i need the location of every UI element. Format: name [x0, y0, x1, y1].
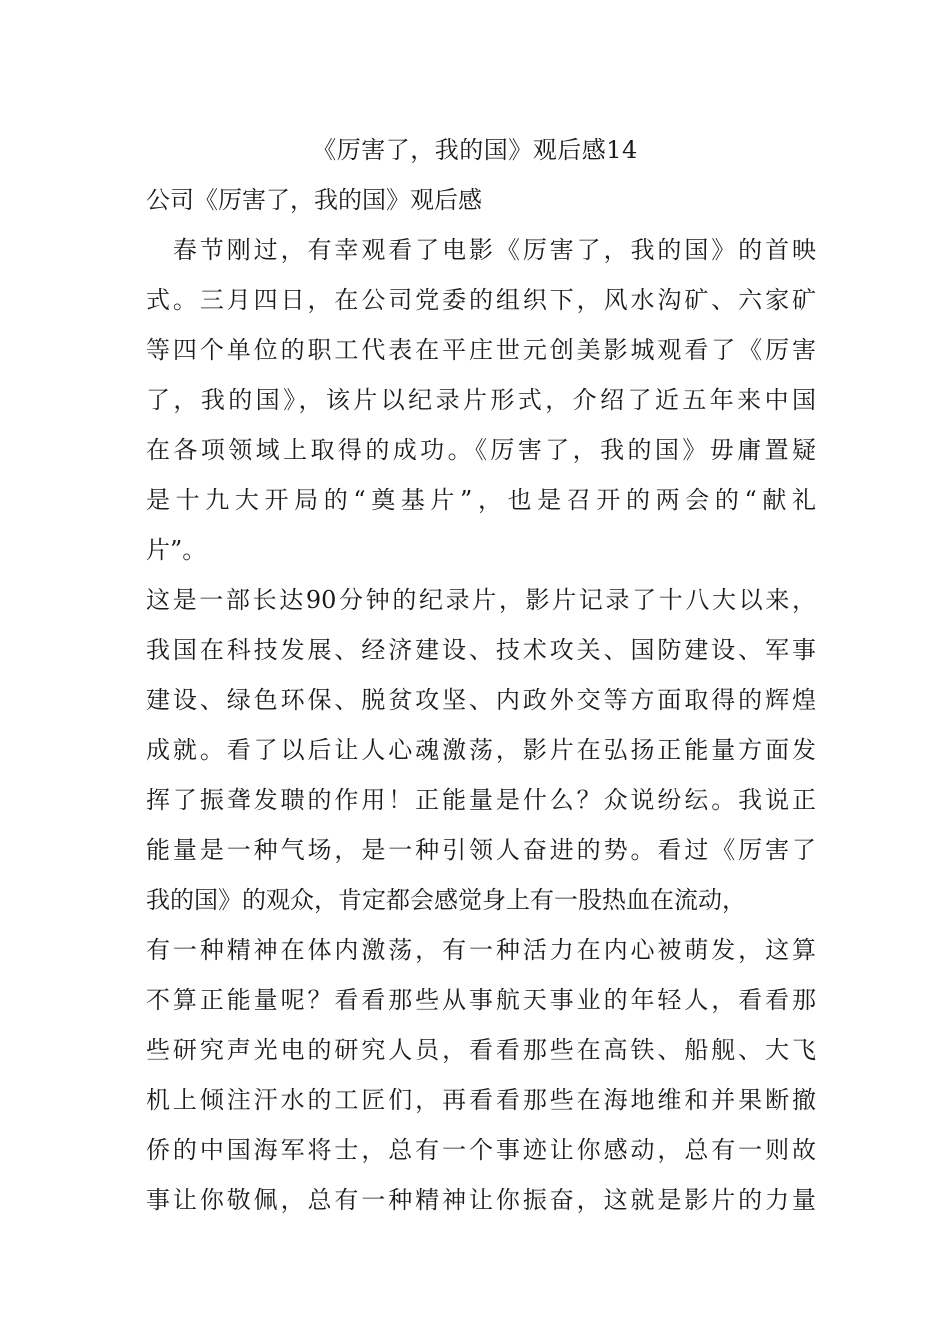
text-line: 能量是一种气场，是一种引领人奋进的势。看过《厉害了 — [146, 836, 816, 864]
text-line: 侨的中国海军将士，总有一个事迹让你感动，总有一则故 — [146, 1136, 816, 1164]
text-line: 成就。看了以后让人心魂激荡，影片在弘扬正能量方面发 — [146, 736, 816, 764]
text-line: 我国在科技发展、经济建设、技术攻关、国防建设、军事 — [146, 636, 816, 664]
text-line: 建设、绿色环保、脱贫攻坚、内政外交等方面取得的辉煌 — [146, 686, 816, 714]
text-line: 事让你敬佩，总有一种精神让你振奋，这就是影片的力量 — [146, 1186, 816, 1214]
text-line: 是十九大开局的“奠基片”，也是召开的两会的“献礼 — [146, 486, 816, 514]
text-line: 不算正能量呢？看看那些从事航天事业的年轻人，看看那 — [146, 986, 816, 1014]
text-line: 在各项领域上取得的成功。《厉害了，我的国》毋庸置疑 — [146, 436, 816, 464]
text-line: 片”。 — [146, 536, 207, 564]
text-line: 这是一部长达90分钟的纪录片，影片记录了十八大以来， — [146, 586, 816, 614]
text-line: 挥了振聋发聩的作用！正能量是什么？众说纷纭。我说正 — [146, 786, 816, 814]
text-line: 我的国》的观众，肯定都会感觉身上有一股热血在流动， — [146, 886, 746, 914]
text-line: 了，我的国》，该片以纪录片形式，介绍了近五年来中国 — [146, 386, 816, 414]
document-title: 《厉害了，我的国》观后感14 — [312, 136, 638, 164]
text-line: 有一种精神在体内激荡，有一种活力在内心被萌发，这算 — [146, 936, 816, 964]
document-subtitle: 公司《厉害了，我的国》观后感 — [146, 186, 482, 214]
text-line: 春节刚过，有幸观看了电影《厉害了，我的国》的首映 — [146, 236, 816, 264]
text-line: 等四个单位的职工代表在平庄世元创美影城观看了《厉害 — [146, 336, 816, 364]
text-line: 些研究声光电的研究人员，看看那些在高铁、船舰、大飞 — [146, 1036, 816, 1064]
text-line: 式。三月四日，在公司党委的组织下，风水沟矿、六家矿 — [146, 286, 816, 314]
text-line: 机上倾注汗水的工匠们，再看看那些在海地维和并果断撤 — [146, 1086, 816, 1114]
